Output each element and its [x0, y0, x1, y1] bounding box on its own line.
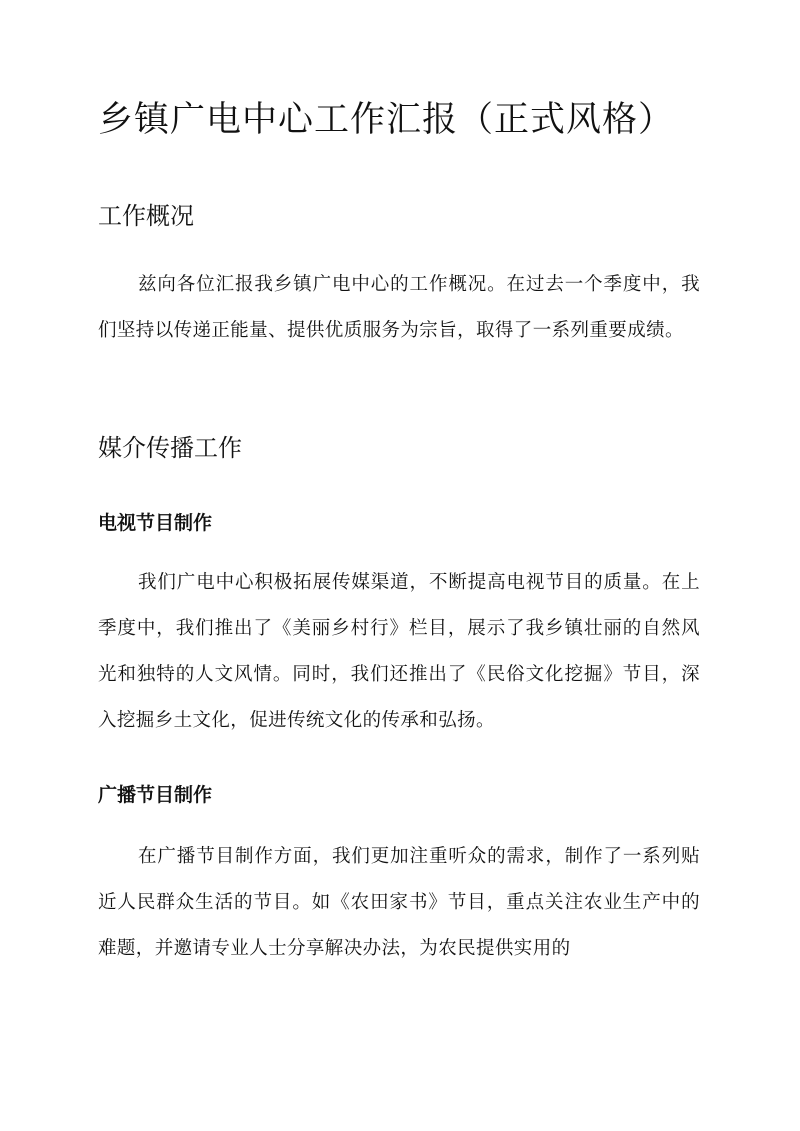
subsection-heading-radio: 广播节目制作 — [98, 784, 213, 806]
section-heading-overview: 工作概况 — [98, 202, 194, 230]
document-title: 乡镇广电中心工作汇报（正式风格） — [98, 100, 675, 140]
paragraph-tv: 我们广电中心积极拓展传媒渠道，不断提高电视节目的质量。在上季度中，我们推出了《美丽乡村行》栏目，展示了我乡镇壮丽的自然风光和独特的人文风情。同时，我们还推出了《民俗文化挖掘》节目，深入挖掘乡土文化，促进传统文化的传承和弘扬。 — [98, 572, 700, 731]
subsection-heading-tv: 电视节目制作 — [98, 512, 213, 534]
paragraph-radio: 在广播节目制作方面，我们更加注重听众的需求，制作了一系列贴近人民群众生活的节目。如《农田家书》节目，重点关注农业生产中的难题，并邀请专业人士分享解决办法，为农民提供实用的 — [98, 846, 700, 959]
paragraph-overview: 兹向各位汇报我乡镇广电中心的工作概况。在过去一个季度中，我们坚持以传递正能量、提供优质服务为宗旨，取得了一系列重要成绩。 — [98, 274, 700, 341]
section-heading-media: 媒介传播工作 — [98, 434, 242, 462]
